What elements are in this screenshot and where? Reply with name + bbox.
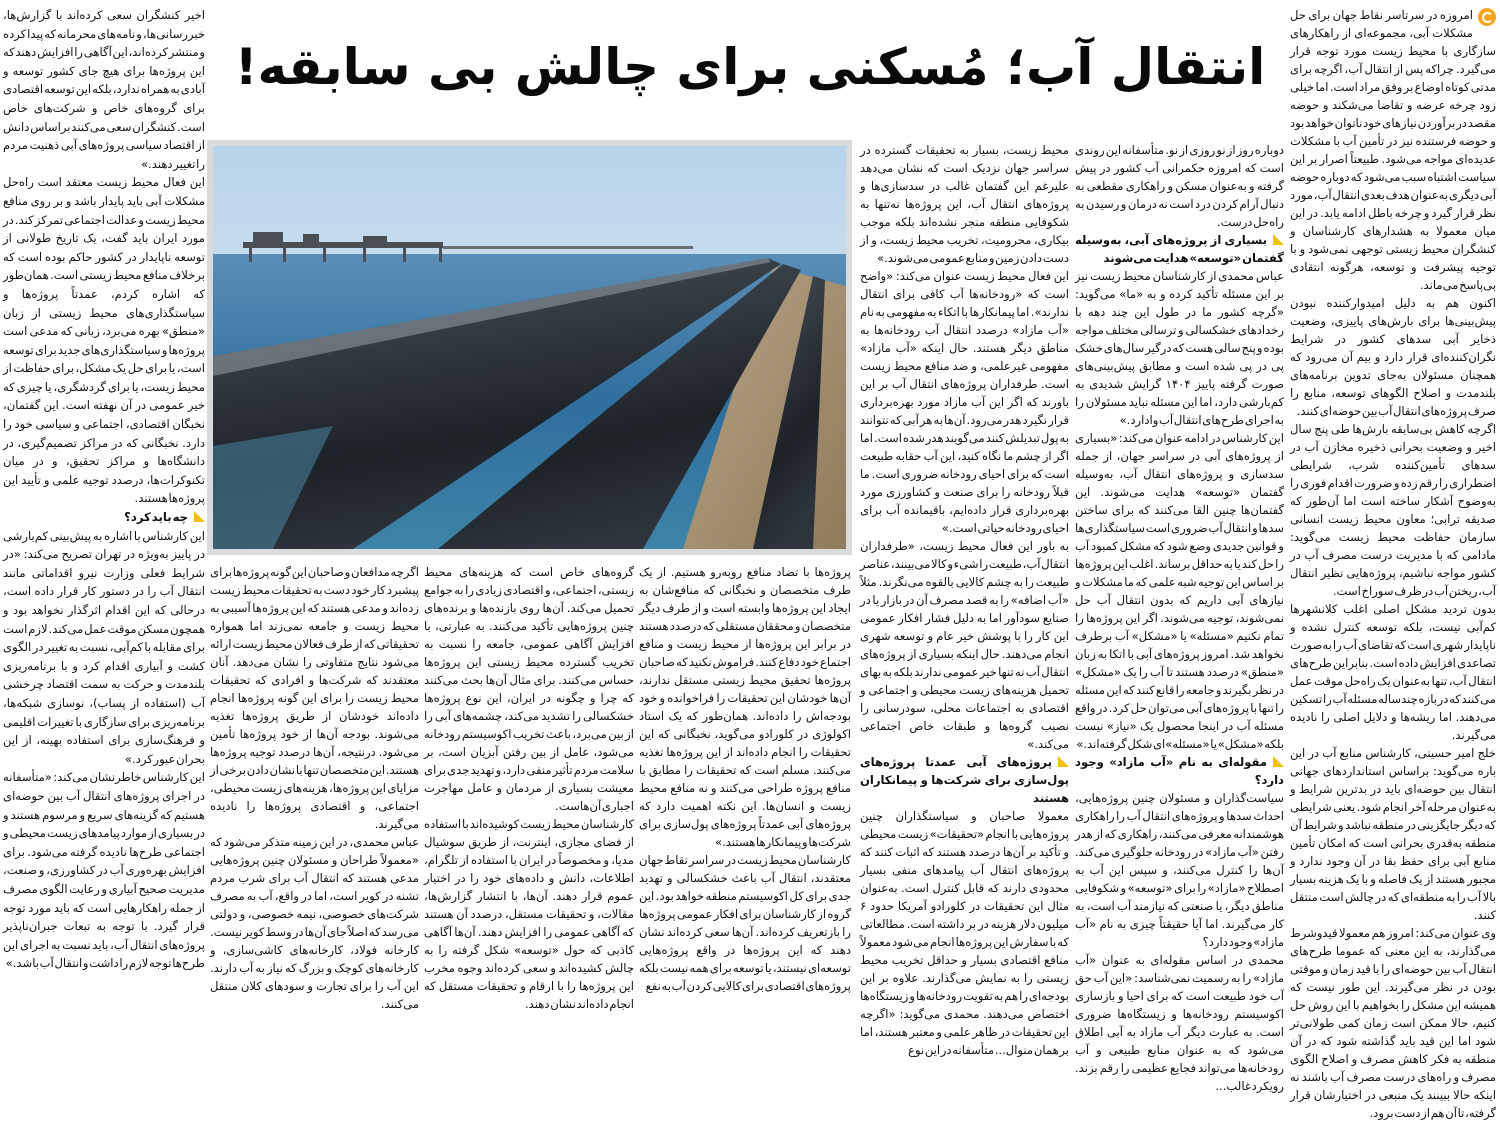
paragraph <box>1075 429 1284 753</box>
paragraph-text: اگرچه کاهش بی‌سابقه بارش‌ها طی پنج سال اخیر و وضعیت بحرانی ذخیره مخازن آب در سدهای تأمین‌کننده شرب، شرایطی اضطراری را رقم زده و ضرورت اقدام فوری را به‌وضوح آشکار ساخته است اما آن‌طور که صدیقه ترابی؛ معاون محیط زیست انسانی سازمان حفاظت محیط زیست می‌گوید: مادامی که با مدیریت درست مصرف آب در کشور مواجه نباشیم، پروژه‌هایی نظیر انتقال آب، ریختن آب در ظرف سوراخ است. <box>1290 422 1496 598</box>
paragraph <box>860 267 1069 537</box>
paragraph-text: عباس محمدی از کارشناسان محیط زیست نیز بر این مسئله تأکید کرده و به «ما» می‌گوید: «گرچه کشور ما در طول این چند دهه با رخدادهای خشکسالی و ترسالی مختلف مواجه بوده و پنج سالی هست که درگیر سال‌های خشک پی در پی شده است و مطابق پیش‌بینی‌های صورت گرفته پاییز ۱۴۰۴ گرایش شدیدی به کم‌بارشی دارد، اما این مسئله نباید مسئولان را به اجرای طرح‌های انتقال آب وادارد.» <box>1075 269 1284 427</box>
headline: انتقال آب؛ مُسکنی برای چالش بی سابقه! <box>234 38 1266 96</box>
paragraph <box>210 833 419 1013</box>
paragraph <box>1075 141 1284 231</box>
paragraph-text: سیاست‌گذاران و مسئولان چنین پروژه‌هایی، احداث سدها و پروژه‌های انتقال آب را راهکاری هوشمندانه معرفی می‌کنند، راهکاری که از هدر رفتن «آب مازاد» در رودخانه جلوگیری می‌کند. آن‌ها را کنترل می‌کنند، و سپس این آب به اصطلاح «مازاد» را برای «توسعه» و شکوفایی مناطق دیگر، یا صنعتی که نیازمند آب است، به کار می‌گیرند. اما آیا حقیقتاً چیزی به نام «آب مازاد» وجود دارد؟ <box>1075 791 1284 949</box>
paragraph <box>1290 744 1496 924</box>
subheading <box>1075 231 1284 267</box>
paragraph <box>1075 267 1284 429</box>
paragraph <box>1075 789 1284 951</box>
article-column-1 <box>1290 6 1496 1122</box>
paragraph <box>210 563 419 833</box>
paragraph-text: چه باید کرد؟ <box>124 510 188 525</box>
article-column-2 <box>1075 141 1284 1095</box>
pipelines-photo-illustration <box>213 146 846 549</box>
paragraph-text: عباس محمدی، در این زمینه متذکر می‌شود که «معمولاً طراحان و مسئولان چنین پروژه‌هایی مدعی هستند که انتقال آب برای شرب مردم تشنه در کویر است، اما در واقع، آب به مصرف شرکت‌های خصوصی، نیمه خصوصی، و دولتی می‌رسد که اصلاً جای آن‌ها در وسط کویر نیست. کارخانه فولاد، کارخانه‌های کاشی‌سازی، و کارخانه‌های کوچک و بزرگ که نیاز به آب دارند. این آب را برای تجارت و سودهای کلان منتقل می‌کنند. <box>210 835 419 1011</box>
paragraph <box>639 563 851 851</box>
paragraph-text: امروزه در سرتاسر نقاط جهان برای حل مشکلات آبی، مجموعه‌ای از راهکارهای سازگاری با محیط زیست مورد توجه قرار می‌گیرد. چراکه پس از انتقال آب، اگرچه برای مدتی کوتاه اوضاع بر وفق مراد است. اما خیلی زود چرخه عرضه و تقاضا می‌شکند و حوضه مقصد در برآوردن نیازهای خود ناتوان خواهد بود و حوضه فرستنده نیز در تأمین آب با مشکلات عدیده‌ای مواجه می‌شود. طبیعتاً اصرار بر این سیاست اشتباه سبب می‌شود که دوباره حوضه آبی دیگری به‌عنوان هدف بعدی انتقال آب، مورد نظر قرار گیرد و چرخه باطل ادامه یابد. در این میان معمولا به هشدارهای کارشناسان و کنشگران محیط زیستی توجهی نمی‌شود و با توجیه پیشرفت و توسعه، هرگونه انتقادی بی‌پاسخ می‌ماند. <box>1290 8 1496 292</box>
paragraph-text: این کارشناس با اشاره به پیش‌بینی کم‌بارشی در پاییز به‌ویژه در تهران تصریح می‌کند: «در شرایط فعلی وزارت نیرو اقداماتی مانند انتقال آب را در دستور کار قرار داده است، درحالی که این اقدام اثرگذار نخواهد بود و همچون مسکن موقت عمل می‌کند. لازم است برای مقابله با کم‌آبی، نسبت به تغییر در الگوی کشت و آبیاری اقدام کرد و با برنامه‌ریزی بلندمدت و حرکت به سمت اقتصاد چرخشی آب (استفاده از پساب)، نوسازی شبکه‌ها، برنامه‌ریزی برای سازگاری با تغییرات اقلیمی و فرهنگ‌سازی برای استفاده بهینه، از این بحران عبور کرد.» <box>3 528 205 766</box>
paragraph <box>1290 420 1496 600</box>
paragraph-text: این فعال محیط زیست معتقد است راه‌حل مشکلات آبی باید پایدار باشد و بر روی منافع محیط زیست و عدالت اجتماعی تمرکز کند. در مورد ایران باید گفت، یک تاریخ طولانی از توسعه ناپایدار در کشور حاکم بوده است که برخلاف منافع محیط زیستی است. همان‌طور که اشاره کردم، عمدتاً پروژه‌ها و سیاستگذاری‌های محیط زیستی از زبان «منطق» بهره می‌برد، زبانی که مدعی است پروژه‌ها و سیاستگذاری‌های جدید برای توسعه است، یا برای حل یک مشکل، برای حفاظت از محیط زیست، یا برای گردشگری، یا چیزی که خیر عمومی در آن نهفته است. این گفتمان، نخبگان اقتصادی، اجتماعی و سیاسی خود را دارد. نخبگانی که در مراکز تصمیم‌گیری، در دانشگاه‌ها و مراکز تحقیق، و در میان تکنوکرات‌ها، درصدد توجیه علمی و تأیید این پروژه‌ها هستند. <box>3 175 205 506</box>
paragraph <box>860 141 1069 267</box>
paragraph-text: کارشناسان محیط زیست در سراسر نقاط جهان معتقدند، انتقال آب باعث خشکسالی و تهدید جدی برای کل اکوسیستم منطقه خواهد بود. این گروه از کارشناسان برای افکار عمومی پروژه‌ها را بازتعریف کرده‌اند. آن‌ها سعی کرده‌اند نشان دهند که این پروژه‌ها در واقع پروژه‌هایی توسعه‌ای نیستند، یا توسعه برای همه نیست بلکه پروژه‌های اقتصادی برای کالایی کردن آب به نفع <box>639 853 851 993</box>
paragraph-text: پروژه‌های آبی عمدتا پروژه‌های پول‌سازی برای شرکت‌ها و پیمانکاران هستند <box>860 755 1069 805</box>
paragraph-text: پروژه‌ها با تضاد منافع روبه‌رو هستیم. از یک طرف متخصصان و نخبگانی که منافع‌شان به ایجاد این پروژه‌ها وابسته است و از طرف دیگر متخصصان و محققان مستقلی که درصدد هستند در برابر این پروژه‌ها از محیط زیست و منافع اجتماع خود دفاع کنند. فراموش نکنید که صاحبان پروژه‌ها تحقیق محیط زیستی مستقل ندارند، آن‌ها خودشان این تحقیقات را فراخوانده و خود بودجه‌اش را داده‌اند. همان‌طور که یک استاد اکولوژی در کلورادو می‌گوید، نخبگانی که این تحقیقات را انجام داده‌اند از این پروژه‌ها تغذیه می‌کنند. مسلم است که تحقیقات را مطابق با منافع پروژه طراحی می‌کنند و نه منافع محیط زیست و انسان‌ها. این نکته اهمیت دارد که پروژه‌های آبی عمدتاً پروژه‌های پول‌سازی برای شرکت‌ها و پیمانکارها هستند.» <box>639 565 851 849</box>
lead-paragraph <box>1290 6 1496 294</box>
yellow-triangle-icon <box>1058 756 1069 767</box>
article-photo <box>207 140 852 555</box>
paragraph <box>1290 924 1496 1122</box>
article-column-4 <box>639 563 851 995</box>
paragraph-text: معمولا صاحبان و سیاستگذاران چنین پروژه‌هایی با انجام «تحقیقات» زیست محیطی و تأکید بر آن‌ها درصدد هستند که اثبات کنند که پروژه‌های انتقال آب پیامدهای منفی بسیار محدودی دارند که قابل کنترل است. به‌عنوان مثال این تحقیقات در کلورادو آمریکا حدود ۶ میلیون دلار هزینه در بر داشته است. مطالعاتی که با سفارش این پروژه‌ها انجام می‌شود معمولاً منافع اقتصادی بسیار و حداقل تخریب محیط زیستی را به نمایش می‌گذارند. علاوه بر این بودجه‌ای را هم به تقویت رودخانه‌ها و زیستگاه‌ها اختصاص می‌دهند. محمدی می‌گوید: «اگرچه این تحقیقات در ظاهر علمی و معتبر هستند، اما بر همان منوال... متأسفانه در این نوع <box>860 809 1069 1057</box>
paragraph-text: خلج امیر حسینی، کارشناس منابع آب در این باره می‌گوید: براساس استانداردهای جهانی انتقال بین حوضه‌ای باید در بدترین شرایط و به‌عنوان مرحله آخر انجام شود. یعنی شرایطی که دیگر جایگزینی در منطقه نباشد و شرایط آن منطقه به‌قدری بحرانی است که امکان تأمین منابع آبی برای حفظ بقا در آن وجود ندارد و مجبور هستند از یک فاصله و با یک هزینه بسیار بالا آب را به منطقه‌ای که در چالش است منتقل کنند. <box>1290 746 1496 922</box>
paragraph-text: دوباره روز از نو روزی از نو. متأسفانه این روندی است که امروزه حکمرانی آب کشور در پیش گرفته و به‌عنوان مسکن و راهکاری مقطعی به دنبال آرام کردن درد است نه درمان و رسیدن به راه‌حل درست. <box>1075 143 1284 229</box>
paragraph <box>1290 294 1496 420</box>
paragraph-text: محیط زیست، بسیار به تحقیقات گسترده در سراسر جهان نزدیک است که نشان می‌دهد علیرغم این گفتمان غالب در سدسازی‌ها و پروژه‌های انتقال آب، این پروژه‌ها نه‌تنها به شکوفایی منطقه منجر نشده‌اند بلکه موجب بیکاری، محرومیت، تخریب محیط زیست، و از دست دادن زمین و منابع عمومی می‌شوند.» <box>860 143 1069 265</box>
paragraph <box>1075 951 1284 1095</box>
paragraph-text: وی عنوان می‌کند: امروز هم معمولا قیدوشرط می‌گذارند، به این معنی که عموما طرح‌های انتقال آب بین حوضه‌ای را با قید زمان و موقتی بودن در نظر می‌گیرند. این طور نیست که همیشه این مشکل را بخواهیم با این روش حل کنیم، حالا ممکن است زمان کمی طولانی‌تر شود اما این قید باید گذاشته شود که در آن منطقه به فکر کاهش مصرف و اصلاح الگوی مصرف و راه‌های درست مصرف آب باشند نه اینکه حالا ببینند یک منبعی در اختیارشان قرار گرفته، تا آن هم از دست برود. <box>1290 926 1496 1120</box>
paragraph-text: این کارشناس خاطرنشان می‌کند: «متأسفانه در اجرای پروژه‌های انتقال آب بین حوضه‌ای هستیم که گزینه‌های سریع و مرسوم هستند و در بسیاری از موارد پیامدهای زیست محیطی و اجتماعی طرح‌ها نادیده گرفته می‌شود. برای افزایش بهره‌وری آب در کشاورزی، و صنعت، مدیریت صحیح آبیاری و رعایت الگوی مصرف از جمله راهکارهایی است که باید مورد توجه قرار گیرد. با توجه به تبعات جبران‌ناپذیر پروژه‌های انتقال آب، باید نسبت به اجرای این طرح‌ها توجه لازم را داشت و انتقال آب باشد.» <box>3 770 205 971</box>
paragraph <box>639 851 851 995</box>
paragraph <box>1290 600 1496 744</box>
paragraph <box>860 807 1069 1059</box>
paragraph-text: مقوله‌ای به نام «آب مازاد» وجود دارد؟ <box>1075 755 1284 787</box>
paragraph <box>424 815 634 1013</box>
article-column-6 <box>210 563 419 1013</box>
paragraph-text: محمدی در اساس مقوله‌ای به عنوان «آب مازاد» را به رسمیت نمی‌شناسد: «این آب حق آب خود طبیعت است که برای احیا و بازسازی اکوسیستم رودخانه‌ها و زیستگاه‌ها ضروری است. به عبارت دیگر آب مازاد به آبی اطلاق می‌شود که به عنوان منابع طبیعی و آب رودخانه‌ها می‌تواند فجایع عظیمی را رقم بزند. رویکرد غالب... <box>1075 953 1284 1093</box>
paragraph-text: اکنون هم به دلیل امیدوارکننده نبودن پیش‌بینی‌ها برای بارش‌های پاییزی، وضعیت ذخایر آبی سدهای کشور در شرایط نگران‌کننده‌ای قرار دارد و بیم آن می‌رود که همچنان مسئولان به‌جای تدوین برنامه‌های بلندمدت و اصلاح الگوهای توسعه، منابع را صرف پروژه‌های انتقال آب بین حوضه‌ای کنند. <box>1290 296 1496 418</box>
paragraph-text: بدون تردید مشکل اصلی اغلب کلانشهرها کم‌آبی نیست، بلکه توسعه کنترل نشده و ناپایدار شهری است که تقاضای آب را به‌صورت تصاعدی افزایش داده است. بنابراین طرح‌های انتقال آب، تنها به‌عنوان یک راه‌حل موقت عمل می‌کنند که در بازه چندساله مسئله آب را تسکین می‌دهند. اما ریشه‌ها و دلایل اصلی را نادیده می‌گیرند. <box>1290 602 1496 742</box>
yellow-triangle-icon <box>1273 234 1284 245</box>
paragraph <box>3 173 205 508</box>
article-column-3 <box>860 141 1069 1059</box>
paragraph-text: اخیر کنشگران سعی کرده‌اند با گزارش‌ها، خبررسانی‌ها، و نامه‌های محرمانه که پیدا کرده و منتشر کرده‌اند، این آگاهی را افزایش دهند که این پروژه‌ها برای هیچ جای کشور توسعه و آبادی به همراه ندارد، بلکه این توسعه اقتصادی برای گروه‌های خاص و شرکت‌های خاص است. کنشگران سعی می‌کنند براساس دانش از اقتصاد سیاسی پروژه‌های آبی ذهنیت مردم را تغییر دهند.» <box>3 8 205 171</box>
yellow-triangle-icon <box>1273 756 1284 767</box>
paragraph <box>860 537 1069 753</box>
yellow-triangle-icon <box>194 511 205 522</box>
newspaper-logo-icon <box>1478 8 1496 26</box>
paragraph-text: کارشناسان محیط زیست کوشیده‌اند با استفاده از فضای مجازی، اینترنت، از طریق سوشیال مدیا، و مخصوصاً در ایران با استفاده از تلگرام، اطلاعات، دانش و داده‌های خود را در اختیار عموم قرار دهند. آن‌ها، با انتشار گزارش‌ها، مقالات، و تحقیقات مستقل، درصدد آن هستند که آگاهی عمومی را افزایش دهند. آن‌ها آگاهی کاذبی که حول «توسعه» شکل گرفته را به چالش کشیده‌اند و سعی کرده‌اند وجوه مخرب این پروژه‌ها را با ارقام و تحقیقات مستقل که انجام داده‌اند نشان دهند. <box>424 817 634 1011</box>
paragraph <box>424 563 634 815</box>
paragraph-text: این فعال محیط زیست عنوان می‌کند: «واضح است که «رودخانه‌ها آب کافی برای انتقال ندارند». اما پیمانکارها با اتکاء به مفهومی به نام «آب مازاد» درصدد انتقال آب رودخانه‌ها به مناطق دیگر هستند. حال اینکه «آب مازاد» مفهومی غیرعلمی، و ضد منافع محیط زیست است. طرفداران پروژه‌های انتقال آب بر این باورند که اگر این آب مازاد مورد بهره‌برداری قرار نگیرد هدر می‌رود. آن‌ها به هر آبی که نتوانند به پول تبدیلش کنند می‌گویند هدر شده است. اما اگر از چشم ما نگاه کنید، این آب حقابه طبیعت است که برای احیای رودخانه ضروری است. ما قبلاً رودخانه را برای صنعت و کشاورزی مورد بهره‌برداری قرار داده‌ایم، باقیمانده آب برای احیای رودخانه حیاتی است.» <box>860 269 1069 535</box>
paragraph-text: این کارشناس در ادامه عنوان می‌کند: «بسیاری از پروژه‌های آبی در سراسر جهان، از جمله سدسازی و پروژه‌های انتقال آب، به‌وسیله گفتمان «توسعه» هدایت می‌شوند. این گفتمان‌ها چنین القا می‌کنند که برای ساختن سدها و انتقال آب ضروری است سیاستگذاری‌ها و قوانین جدیدی وضع شود که مشکل کمبود آب را حل کند یا به حداقل برساند. اغلب این پروژه‌ها بر اساس این توجیه شبه علمی که ما مشکلات و نیازهای آبی داریم که بدون انتقال آب حل نمی‌شوند، توجیه می‌شوند. اگر این پروژه‌ها را تمام نکنیم «مسئله» یا «مشکل» آب برطرف نخواهد شد. امروز پروژه‌های آبی با اتکا به زبان «منطق» درصدد هستند تا آب را یک «مشکل» در نظر بگیرند و جامعه را قانع کنند که این مسئله را تنها با پروژه‌های آبی می‌توان حل کرد. در واقع مسئله آب در اینجا محصول یک «نیاز» نیست بلکه «مشکل» یا «مسئله»‌ای شکل گرفته‌اند.» <box>1075 431 1284 751</box>
paragraph-text: اگرچه مدافعان و صاحبان این گونه پروژه‌ها برای پیشبرد کار خود دست به تحقیقات محیط زیست زده‌اند و مدعی هستند که این پروژه‌ها آسیبی به محیط زیست و جامعه نمی‌زند اما همواره تحقیقاتی که از طرف فعالان محیط زیست ارائه می‌شود نتایج متفاوتی را نشان می‌دهد. آنان معتقدند که شرکت‌ها و افرادی که تحقیقات محیط زیست را برای این گونه پروژه‌ها انجام داده‌اند خودشان از طریق پروژه‌ها تغذیه می‌شوند. بودجه آن‌ها از خود پروژه‌ها تأمین می‌شود. درنتیجه، آن‌ها درصدد توجیه پروژه‌ها هستند. این متخصصان تنها با نشان دادن برخی از مزایای این پروژه‌ها، هزینه‌های زیست محیطی، اجتماعی، و اقتصادی پروژه‌ها را نادیده می‌گیرند. <box>210 565 419 831</box>
subheading <box>860 753 1069 807</box>
subheading <box>3 508 205 527</box>
subheading <box>1075 753 1284 789</box>
article-column-7 <box>3 6 205 973</box>
paragraph <box>3 768 205 973</box>
paragraph <box>3 6 205 173</box>
paragraph-text: گروه‌های خاص است که هزینه‌های محیط زیستی، اجتماعی، و اقتصادی زیادی را به جوامع تحمیل می‌کند. آن‌ها روی بازنده‌ها و برنده‌های چنین پروژه‌هایی تأکید می‌کنند. به عبارتی، با افزایش آگاهی عمومی، جامعه را نسبت به تخریب گسترده محیط زیستی این پروژه‌ها حساس می‌کنند. برای مثال آن‌ها بحث می‌کنند که چرا و چگونه در ایران، این نوع پروژه‌ها خشکسالی را تشدید می‌کند، چشمه‌های آبی را از بین می‌برد، باعث تخریب اکوسیستم رودخانه می‌شود، عامل از بین رفتن آبزیان است، بر سلامت مردم تأثیر منفی دارد، و تهدید جدی برای معیشت بسیاری از مردمان و عامل مهاجرت اجباری آن‌هاست. <box>424 565 634 813</box>
paragraph-text: بسیاری از پروژه‌های آبی، به‌وسیله گفتمان «توسعه» هدایت می‌شوند <box>1075 233 1284 265</box>
article-column-5 <box>424 563 634 1013</box>
paragraph-text: به باور این فعال محیط زیست، «طرفداران انتقال آب، طبیعت را شیء و کالا می‌بینند، عناصر طبیعت را به چشم کالایی بالقوه می‌نگرند. مثلاً «آب اضافه» را به قصد مصرف آن در بازار یا در صنایع سودآور اما به دلیل فشار افکار عمومی این کار را با پوشش خیر عام و توسعه شهری انجام می‌دهند. حال اینکه بسیاری از پروژه‌های انتقال آب نه تنها خیر عمومی ندارند بلکه به بهای تحمیل هزینه‌های زیست محیطی و اجتماعی و اقتصادی به اجتماعات محلی، سودرسانی را نصیب گروه‌ها و طبقات خاص اجتماعی می‌کند.» <box>860 539 1069 751</box>
paragraph <box>3 527 205 769</box>
